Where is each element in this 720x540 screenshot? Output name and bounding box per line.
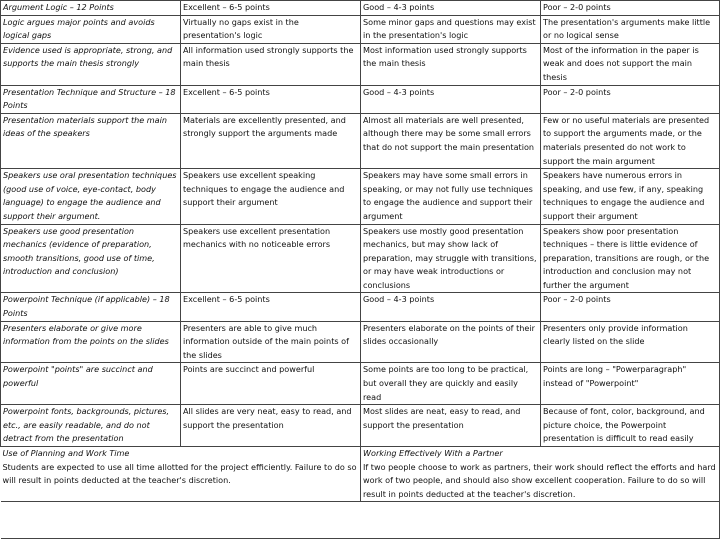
excellent-header: Excellent – 6-5 points	[181, 85, 361, 113]
excellent-cell: Points are succinct and powerful	[181, 363, 361, 405]
criteria-cell: Logic argues major points and avoids logical gaps	[1, 15, 181, 43]
poor-cell: Speakers have numerous errors in speaking, and use few, if any, speaking techniques to engage the audience and support their argument	[541, 169, 720, 224]
planning-text: Students are expected to use all time allotted for the project efficiently. Failure to do so will result in points deducted at the teacher's discretion.	[2, 461, 357, 486]
poor-header: Poor – 2-0 points	[541, 293, 720, 321]
poor-cell: Most of the information in the paper is weak and does not support the main thesis	[541, 43, 720, 85]
poor-cell: Speakers show poor presentation techniques – there is little evidence of preparation, transitions are rough, or the introduction and conclusion may not further the argument	[541, 224, 720, 293]
criteria-cell: Powerpoint fonts, backgrounds, pictures, etc., are easily readable, and do not detract from the presentation	[1, 405, 181, 447]
table-row	[1, 405, 720, 447]
table-row	[1, 43, 720, 85]
excellent-cell: All slides are very neat, easy to read, and support the presentation	[181, 405, 361, 447]
section-header-row	[1, 293, 720, 321]
good-header: Good – 4-3 points	[361, 85, 541, 113]
criteria-cell: Speakers use oral presentation techniques (good use of voice, eye-contact, body language) to engage the audience and support their argument.	[1, 169, 181, 224]
poor-cell: Because of font, color, background, and picture choice, the Powerpoint presentation is difficult to read easily	[541, 405, 720, 447]
criteria-header: Presentation Technique and Structure – 18 Points	[1, 85, 181, 113]
good-cell: Speakers use mostly good presentation mechanics, but may show lack of preparation, may struggle with transitions, or may have weak introductions or conclusions	[361, 224, 541, 293]
table-row	[1, 169, 720, 224]
table-row	[1, 321, 720, 363]
criteria-cell: Speakers use good presentation mechanics (evidence of preparation, smooth transitions, good use of time, introduction and conclusion)	[1, 224, 181, 293]
excellent-header: Excellent – 6-5 points	[181, 1, 361, 16]
partner-section	[361, 447, 720, 502]
planning-title: Use of Planning and Work Time	[2, 448, 130, 458]
excellent-cell: Presenters are able to give much information outside of the main points of the slides	[181, 321, 361, 363]
good-header: Good – 4-3 points	[361, 1, 541, 16]
partner-title: Working Effectively With a Partner	[363, 448, 503, 458]
footer-row	[1, 447, 720, 502]
poor-cell: The presentation's arguments make little or no logical sense	[541, 15, 720, 43]
empty-area	[1, 502, 720, 539]
partner-text: If two people choose to work as partners, their work should reflect the efforts and hard work of two people, and should also show excellent cooperation. Failure to do so will result in points deducted at the teacher's discretion.	[363, 461, 716, 499]
empty-row	[1, 502, 720, 539]
criteria-header: Argument Logic – 12 Points	[1, 1, 181, 16]
good-cell: Most slides are neat, easy to read, and support the presentation	[361, 405, 541, 447]
criteria-cell: Evidence used is appropriate, strong, and supports the main thesis strongly	[1, 43, 181, 85]
section-header-row	[1, 85, 720, 113]
good-cell: Some points are too long to be practical, but overall they are quickly and easily read	[361, 363, 541, 405]
excellent-cell: Speakers use excellent speaking techniques to engage the audience and support their argument	[181, 169, 361, 224]
criteria-cell: Presenters elaborate or give more information from the points on the slides	[1, 321, 181, 363]
excellent-cell: Speakers use excellent presentation mechanics with no noticeable errors	[181, 224, 361, 293]
good-cell: Almost all materials are well presented, although there may be some small errors that do not support the main presentation	[361, 113, 541, 168]
excellent-cell: Virtually no gaps exist in the presentation's logic	[181, 15, 361, 43]
criteria-cell: Presentation materials support the main ideas of the speakers	[1, 113, 181, 168]
good-header: Good – 4-3 points	[361, 293, 541, 321]
excellent-cell: All information used strongly supports the main thesis	[181, 43, 361, 85]
excellent-header: Excellent – 6-5 points	[181, 293, 361, 321]
table-row	[1, 15, 720, 43]
planning-section	[1, 447, 361, 502]
good-cell: Some minor gaps and questions may exist in the presentation's logic	[361, 15, 541, 43]
good-cell: Speakers may have some small errors in speaking, or may not fully use techniques to engage the audience and support their argument	[361, 169, 541, 224]
poor-cell: Few or no useful materials are presented to support the arguments made, or the materials presented do not work to support the main argument	[541, 113, 720, 168]
poor-header: Poor – 2-0 points	[541, 85, 720, 113]
criteria-header: Powerpoint Technique (if applicable) – 18 Points	[1, 293, 181, 321]
table-row	[1, 113, 720, 168]
good-cell: Presenters elaborate on the points of their slides occasionally	[361, 321, 541, 363]
table-row	[1, 363, 720, 405]
criteria-cell: Powerpoint "points" are succinct and powerful	[1, 363, 181, 405]
section-header-row	[1, 1, 720, 16]
poor-header: Poor – 2-0 points	[541, 1, 720, 16]
poor-cell: Presenters only provide information clearly listed on the slide	[541, 321, 720, 363]
poor-cell: Points are long – "Powerparagraph" instead of "Powerpoint"	[541, 363, 720, 405]
table-row	[1, 224, 720, 293]
excellent-cell: Materials are excellently presented, and strongly support the arguments made	[181, 113, 361, 168]
good-cell: Most information used strongly supports the main thesis	[361, 43, 541, 85]
